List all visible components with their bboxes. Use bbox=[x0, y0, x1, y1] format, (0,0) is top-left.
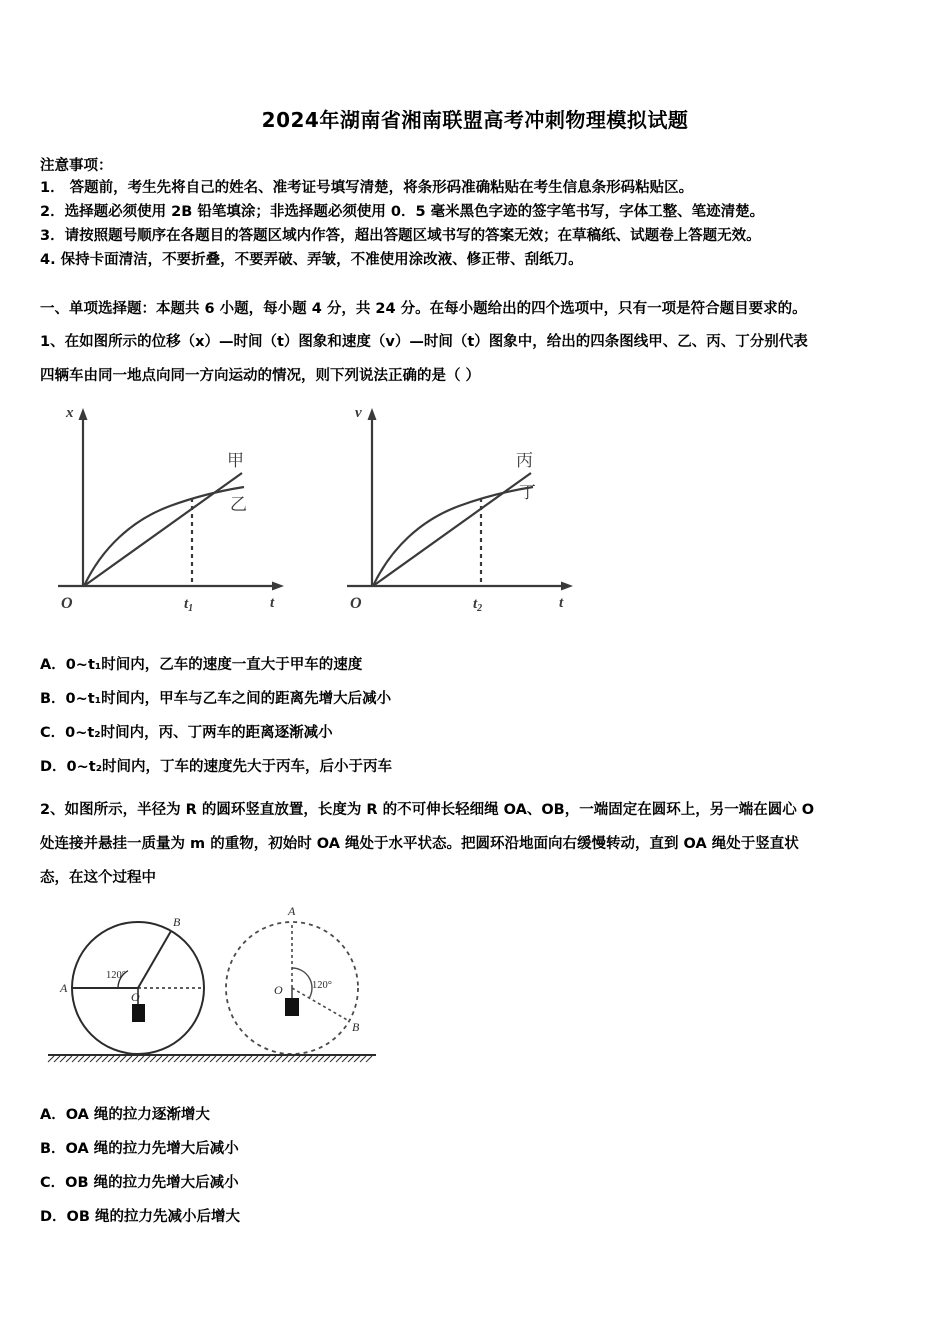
graph-x-t bbox=[58, 408, 284, 591]
tick-label-t2: $t_2$ bbox=[473, 596, 483, 614]
q2-option-c[interactable]: C．OB 绳的拉力先增大后减小 bbox=[40, 1175, 239, 1191]
y-axis-arrow-left bbox=[79, 408, 88, 420]
y-axis-label-left: x bbox=[66, 405, 74, 421]
question-2-options bbox=[40, 1098, 740, 1234]
left-point-a-label: A bbox=[60, 981, 68, 995]
tick-label-t1: $t_1$ bbox=[184, 596, 194, 614]
option-d[interactable]: D．0~t₂时间内，丁车的速度先大于丙车，后小于丙车 bbox=[40, 759, 393, 775]
question-2-stem-line-2: 处连接并悬挂一质量为 m 的重物，初始时 OA 绳处于水平状态。把圆环沿地面向右缓慢转动，直到 OA 绳处于竖直状 bbox=[40, 836, 799, 852]
weight-block-left bbox=[132, 1004, 145, 1022]
page-title: 2024年湖南省湘南联盟高考冲刺物理模拟试题 bbox=[261, 108, 689, 132]
option-b[interactable]: B．0~t₁时间内，甲车与乙车之间的距离先增大后减小 bbox=[40, 691, 392, 707]
left-center-label: O bbox=[131, 990, 140, 1004]
ground-hatching bbox=[48, 1056, 372, 1062]
question-1-stem-line-1: 在如图所示的位移（x）—时间（t）图象和速度（v）—时间（t）图象中，给出的四条图线甲、乙、丙、丁分别代表 bbox=[64, 334, 808, 350]
right-angle-label: 120° bbox=[312, 980, 332, 991]
option-c[interactable]: C．0~t₂时间内，丙、丁两车的距离逐渐减小 bbox=[40, 725, 333, 741]
question-1-number: 1、 bbox=[40, 334, 65, 350]
notice-item: 3．请按照题号顺序在各题目的答题区域内作答，超出答题区域书写的答案无效；在草稿纸、试题卷上答题无效。 bbox=[40, 228, 761, 244]
label-bing: 丙 bbox=[516, 451, 533, 471]
right-point-a-label: A bbox=[288, 904, 296, 918]
question-1-stem bbox=[40, 325, 920, 393]
option-a[interactable]: A．0~t₁时间内，乙车的速度一直大于甲车的速度 bbox=[40, 657, 363, 673]
x-axis-arrow-left bbox=[272, 582, 284, 591]
notice-item: 4. 保持卡面清洁，不要折叠，不要弄破、弄皱，不准使用涂改液、修正带、刮纸刀。 bbox=[40, 252, 583, 268]
question-1-stem-line-2: 四辆车由同一地点向同一方向运动的情况，则下列说法正确的是（ ） bbox=[40, 368, 481, 384]
curve-yi bbox=[84, 487, 244, 586]
q2-option-d[interactable]: D．OB 绳的拉力先减小后增大 bbox=[40, 1209, 240, 1225]
label-ding: 丁 bbox=[519, 483, 536, 503]
ground-line-group bbox=[48, 1055, 376, 1062]
q2-option-a[interactable]: A．OA 绳的拉力逐渐增大 bbox=[40, 1107, 210, 1123]
x-axis-label-left: t bbox=[270, 595, 275, 611]
line-bing bbox=[373, 473, 531, 586]
weight-block-right bbox=[285, 998, 299, 1016]
y-axis-label-right: v bbox=[355, 405, 362, 421]
y-axis-arrow-right bbox=[368, 408, 377, 420]
notice-list bbox=[40, 176, 920, 272]
curve-ding bbox=[373, 487, 533, 586]
question-2-stem bbox=[40, 793, 920, 895]
left-circle-group bbox=[72, 922, 204, 1054]
rope-ob-left bbox=[138, 931, 171, 988]
right-point-b-label: B bbox=[352, 1020, 360, 1034]
graph-v-t bbox=[347, 408, 573, 591]
question-2-stem-line-1: 如图所示，半径为 R 的圆环竖直放置，长度为 R 的不可伸长轻细绳 OA、OB，一端固定在圆环上，另一端在圆心 O bbox=[64, 802, 815, 818]
question-1-figure bbox=[40, 398, 640, 623]
left-point-b-label: B bbox=[173, 915, 181, 929]
section-heading: 一、单项选择题：本题共 6 小题，每小题 4 分，共 24 分。在每小题给出的四个选项中，只有一项是符合题目要求的。 bbox=[40, 301, 807, 317]
x-axis-label-right: t bbox=[559, 595, 564, 611]
right-circle-group bbox=[226, 922, 358, 1054]
line-jia bbox=[84, 473, 242, 586]
label-yi: 乙 bbox=[230, 495, 247, 515]
x-axis-arrow-right bbox=[561, 582, 573, 591]
rope-ob-right bbox=[292, 988, 349, 1021]
q2-option-b[interactable]: B．OA 绳的拉力先增大后减小 bbox=[40, 1141, 239, 1157]
notice-item: 2．选择题必须使用 2B 铅笔填涂；非选择题必须使用 0．5 毫米黑色字迹的签字笔书写，字体工整、笔迹清楚。 bbox=[40, 204, 765, 220]
left-angle-label: 120° bbox=[106, 970, 126, 981]
notice-item: 1． 答题前，考生先将自己的姓名、准考证号填写清楚，将条形码准确粘贴在考生信息条形码粘贴区。 bbox=[40, 180, 694, 196]
question-2-figure bbox=[40, 898, 440, 1068]
notice-heading: 注意事项： bbox=[40, 158, 113, 174]
question-2-number: 2、 bbox=[40, 802, 65, 818]
question-1-options bbox=[40, 648, 740, 784]
label-jia: 甲 bbox=[227, 451, 244, 471]
right-center-label: O bbox=[274, 983, 283, 997]
angle-arc-right bbox=[292, 968, 312, 998]
question-2-stem-line-3: 态，在这个过程中 bbox=[40, 870, 156, 886]
origin-label-right: O bbox=[350, 595, 362, 612]
origin-label-left: O bbox=[61, 595, 73, 612]
